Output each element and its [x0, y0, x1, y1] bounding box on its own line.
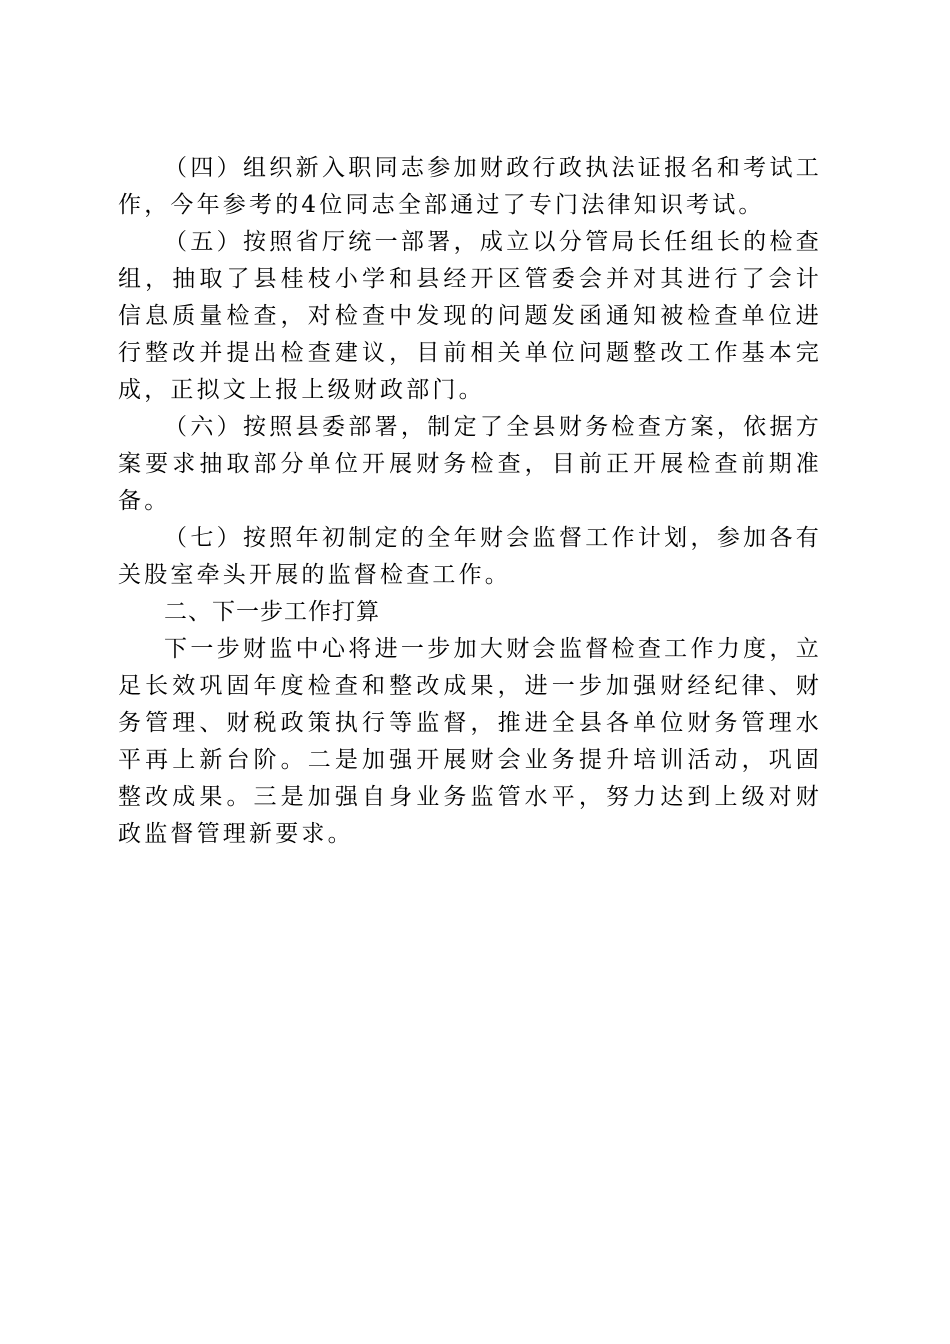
document-body — [118, 150, 822, 853]
paragraph-item-4: （四）组织新入职同志参加财政行政执法证报名和考试工作，今年参考的4位同志全部通过了专门法律知识考试。 — [118, 155, 822, 218]
paragraph-item-5: （五）按照省厅统一部署，成立以分管局长任组长的检查组，抽取了县桂枝小学和县经开区管委会并对其进行了会计信息质量检查，对检查中发现的问题发函通知被检查单位进行整改并提出检查建议，目前相关单位问题整改工作基本完成，正拟文上报上级财政部门。 — [118, 229, 822, 403]
paragraph-item-6: （六）按照县委部署，制定了全县财务检查方案，依据方案要求抽取部分单位开展财务检查，目前正开展检查前期准备。 — [118, 414, 822, 514]
closing-paragraph: 下一步财监中心将进一步加大财会监督检查工作力度，立足长效巩固年度检查和整改成果，进一步加强财经纪律、财务管理、财税政策执行等监督，推进全县各单位财务管理水平再上新台阶。二是加强开展财会业务提升培训活动，巩固整改成果。三是加强自身业务监管水平，努力达到上级对财政监督管理新要求。 — [118, 636, 822, 847]
paragraph-item-7: （七）按照年初制定的全年财会监督工作计划，参加各有关股室牵头开展的监督检查工作。 — [118, 525, 822, 588]
section-heading: 二、下一步工作打算 — [164, 599, 380, 625]
